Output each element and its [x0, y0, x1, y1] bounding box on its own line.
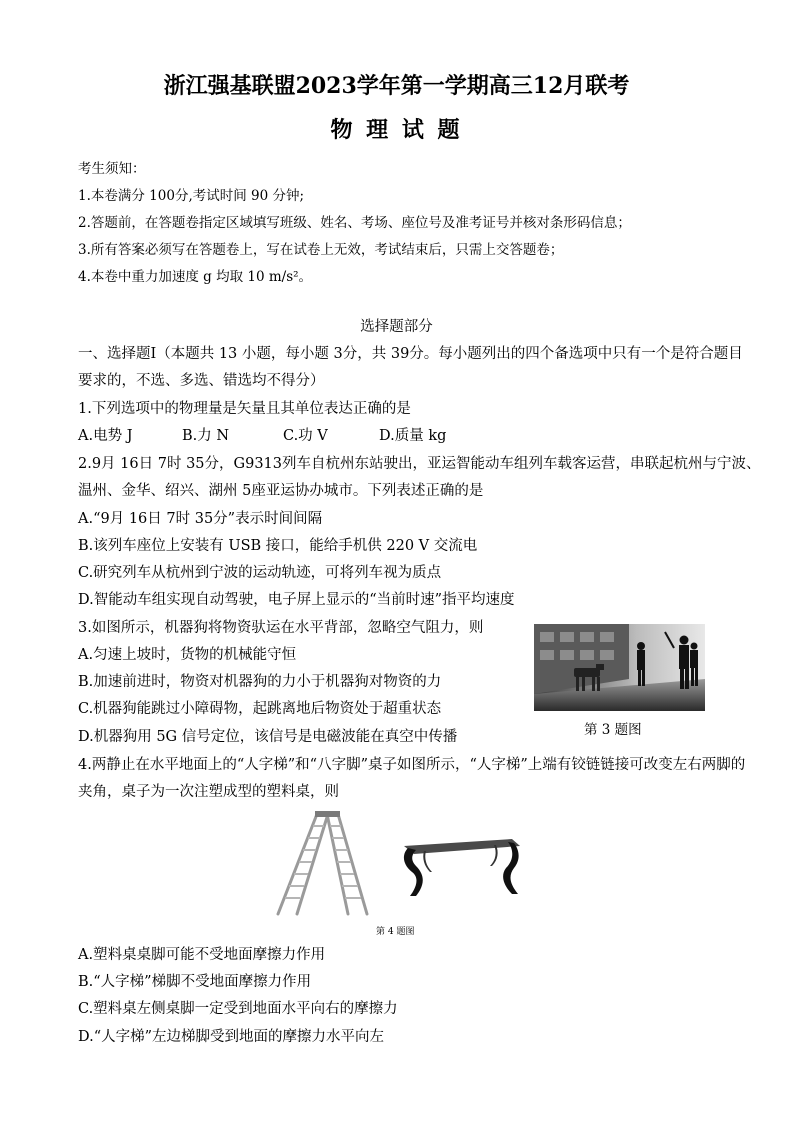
- q3-stem: 3.如图所示，机器狗将物资驮运在水平背部，忽略空气阻力，则: [78, 620, 484, 636]
- q1-stem: 1.下列选项中的物理量是矢量且其单位表达正确的是: [78, 401, 411, 417]
- a-frame-ladder-image: [272, 810, 372, 918]
- notice-item-3: 3.所有答案必须写在答题卷上，写在试卷上无效，考试结束后，只需上交答题卷；: [78, 242, 564, 258]
- q1-option-b: B.力 N: [182, 428, 230, 444]
- section-instruction-line-2: 要求的，不选、多选、错选均不得分）: [78, 373, 325, 389]
- notice-item-2: 2.答题前，在答题卷指定区域填写班级、姓名、考场、座位号及准考证号并核对条形码信息；: [78, 215, 631, 231]
- q3-option-b: B.加速前进时，物资对机器狗的力小于机器狗对物资的力: [78, 674, 442, 690]
- notice-item-1: 1.本卷满分 100分,考试时间 90 分钟;: [78, 188, 305, 204]
- notice-heading: 考生须知：: [78, 161, 146, 177]
- exam-subtitle: 物 理 试 题: [330, 117, 463, 143]
- exam-title: 浙江强基联盟2023学年第一学期高三12月联考: [163, 73, 630, 99]
- q2-option-a: A.“9月 16日 7时 35分”表示时间间隔: [78, 511, 323, 527]
- q2-option-c: C.研究列车从杭州到宁波的运动轨迹，可将列车视为质点: [78, 565, 442, 581]
- q1-option-d: D.质量 kg: [379, 428, 447, 444]
- notice-item-4: 4.本卷中重力加速度 g 均取 10 m/s²。: [78, 269, 313, 285]
- q4-stem-line-1: 4.两静止在水平地面上的“人字梯”和“八字脚”桌子如图所示，“人字梯”上端有铰链链接可改变左右两脚的: [78, 757, 746, 773]
- q3-figure-caption: 第 3 题图: [584, 722, 642, 738]
- q2-option-d: D.智能动车组实现自动驾驶，电子屏上显示的“当前时速”指平均速度: [78, 592, 515, 608]
- q1-options-row: [78, 426, 718, 446]
- section-instruction-line-1: 一、选择题Ⅰ（本题共 13 小题，每小题 3分，共 39分。每小题列出的四个备选项中只有一个是符合题目: [78, 346, 743, 362]
- q4-stem-line-2: 夹角，桌子为一次注塑成型的塑料桌，则: [78, 784, 339, 800]
- robot-dog-photo: [534, 624, 705, 711]
- q4-option-d: D.“人字梯”左边梯脚受到地面的摩擦力水平向左: [78, 1029, 385, 1045]
- plastic-table-image: [398, 836, 522, 898]
- q4-option-c: C.塑料桌左侧桌脚一定受到地面水平向右的摩擦力: [78, 1001, 398, 1017]
- q4-figure-caption: 第 4 题图: [376, 927, 415, 937]
- q1-option-a: A.电势 J: [78, 428, 133, 444]
- q3-option-d: D.机器狗用 5G 信号定位，该信号是电磁波能在真空中传播: [78, 729, 458, 745]
- q2-option-b: B.该列车座位上安装有 USB 接口，能给手机供 220 V 交流电: [78, 538, 478, 554]
- q4-option-a: A.塑料桌桌脚可能不受地面摩擦力作用: [78, 947, 326, 963]
- q3-option-c: C.机器狗能跳过小障碍物，起跳离地后物资处于超重状态: [78, 701, 442, 717]
- q2-stem-line-1: 2.9月 16日 7时 35分，G9313列车自杭州东站驶出，亚运智能动车组列车载客运营，串联起杭州与宁波、: [78, 456, 761, 472]
- q3-option-a: A.匀速上坡时，货物的机械能守恒: [78, 647, 297, 663]
- section-title: 选择题部分: [360, 319, 433, 335]
- q1-option-c: C.功 V: [283, 428, 328, 444]
- q4-option-b: B.“人字梯”梯脚不受地面摩擦力作用: [78, 974, 312, 990]
- q2-stem-line-2: 温州、金华、绍兴、湖州 5座亚运协办城市。下列表述正确的是: [78, 483, 484, 499]
